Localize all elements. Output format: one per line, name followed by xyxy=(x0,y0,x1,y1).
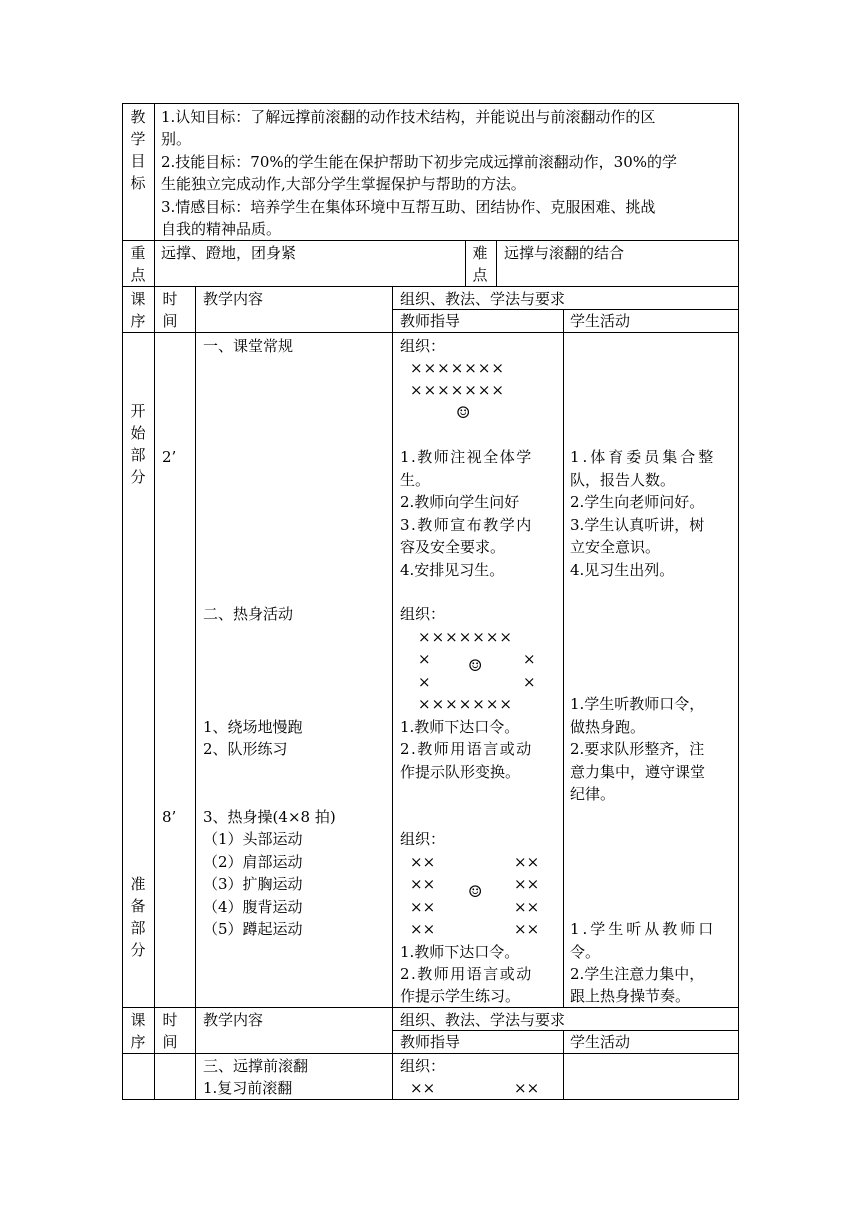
warmup-item-2: 2、队形练习 xyxy=(203,740,288,758)
exercise-title: 3、热身操(4×8 拍) xyxy=(203,808,336,826)
exercise-pair-left-2: ×× xyxy=(410,875,436,893)
teacher-smiley-icon: ☺ xyxy=(456,403,471,422)
exercise-student-1: 1.学生听从教师口 xyxy=(570,920,717,938)
exercise-pair-right-4: ×× xyxy=(514,920,540,938)
objective-line-3: 2.技能目标：70%的学生能在保护帮助下初步完成远撑前滚翻动作，30%的学 xyxy=(161,153,677,171)
row-divider xyxy=(122,1007,739,1008)
col-divider xyxy=(392,286,393,1100)
start-teacher-6: 4.安排见习生。 xyxy=(400,561,505,579)
col-divider xyxy=(154,286,155,1100)
start-teacher-3: 2.教师向学生问好 xyxy=(400,493,520,511)
exercise-item-1: （1）头部运动 xyxy=(203,830,303,848)
row-divider xyxy=(122,1053,739,1054)
exercise-student-3: 2.学生注意力集中， xyxy=(570,965,705,983)
start-teacher-4: 3.教师宣布教学内 xyxy=(400,516,533,534)
difficulty-label: 难点 xyxy=(472,244,488,284)
header-method: 组织、教法、学法与要求 xyxy=(400,290,566,308)
col-divider xyxy=(563,1030,564,1100)
warmup-formation-left-1: × xyxy=(418,650,431,668)
header-time: 时间 xyxy=(162,290,178,330)
difficulty-value: 远撑与滚翻的结合 xyxy=(504,244,625,262)
row-divider xyxy=(122,286,739,287)
exercise-item-5: （5）蹲起运动 xyxy=(203,920,303,938)
col-divider xyxy=(496,240,497,286)
objective-line-5: 3.情感目标：培养学生在集体环境中互帮互助、团结协作、克服困难、挑战 xyxy=(161,198,656,216)
col-divider xyxy=(154,103,155,286)
col-divider xyxy=(195,286,196,1100)
col-divider xyxy=(465,240,466,286)
exercise-student-2: 令。 xyxy=(570,943,601,961)
warmup-formation-left-2: × xyxy=(418,673,431,691)
warmup-item-1: 1、绕场地慢跑 xyxy=(203,718,303,736)
start-student-6: 4.见习生出列。 xyxy=(570,561,675,579)
header-student-2: 学生活动 xyxy=(570,1033,631,1051)
exercise-pair-left-1: ×× xyxy=(410,853,436,871)
start-formation-row-1: ××××××× xyxy=(410,359,505,377)
start-student-5: 立安全意识。 xyxy=(570,538,661,556)
warmup-student-4: 意力集中，遵守课堂 xyxy=(570,763,706,781)
start-teacher-5: 容及安全要求。 xyxy=(400,538,506,556)
main-title: 三、远撑前滚翻 xyxy=(203,1057,309,1075)
exercise-pair-left-4: ×× xyxy=(410,920,436,938)
objective-line-6: 自我的精神品质。 xyxy=(161,220,282,238)
objectives-label: 教学目标 xyxy=(130,108,146,192)
main-org-label: 组织： xyxy=(400,1057,446,1075)
warmup-formation-right-1: × xyxy=(523,650,536,668)
warmup-student-2: 做热身跑。 xyxy=(570,718,646,736)
exercise-item-2: （2）肩部运动 xyxy=(203,853,303,871)
warmup-org-label: 组织： xyxy=(400,605,446,623)
start-student-1: 1.体育委员集合整 xyxy=(570,448,717,466)
start-org-label: 组织： xyxy=(400,337,446,355)
teacher-smiley-icon: ☺ xyxy=(468,656,483,675)
header-teacher: 教师指导 xyxy=(400,312,461,330)
exercise-pair-right-2: ×× xyxy=(514,875,540,893)
exercise-pair-right-1: ×× xyxy=(514,853,540,871)
exercise-item-3: （3）扩胸运动 xyxy=(203,875,303,893)
start-time: 2’ xyxy=(162,448,177,466)
header-time-2: 时间 xyxy=(162,1011,178,1051)
main-pair-right: ×× xyxy=(514,1079,540,1097)
table-border-top xyxy=(122,103,739,104)
start-formation-row-2: ××××××× xyxy=(410,381,505,399)
exercise-teacher-2: 2.教师用语言或动 xyxy=(400,965,533,983)
row-divider xyxy=(122,240,739,241)
start-teacher-2: 生。 xyxy=(400,471,431,489)
start-section-label: 开始部分 xyxy=(130,402,146,486)
warmup-teacher-2: 2.教师用语言或动 xyxy=(400,740,533,758)
objective-line-4: 生能独立完成动作,大部分学生掌握保护与帮助的方法。 xyxy=(161,175,526,193)
header-method-2: 组织、教法、学法与要求 xyxy=(400,1011,566,1029)
warmup-time: 8’ xyxy=(162,808,177,826)
main-item-1: 1.复习前滚翻 xyxy=(203,1079,293,1097)
exercise-teacher-1: 1.教师下达口令。 xyxy=(400,943,520,961)
exercise-pair-right-3: ×× xyxy=(514,898,540,916)
warmup-student-3: 2.要求队形整齐，注 xyxy=(570,740,705,758)
key-points-label: 重点 xyxy=(130,244,146,284)
start-student-3: 2.学生向老师问好。 xyxy=(570,493,705,511)
warmup-student-5: 纪律。 xyxy=(570,785,616,803)
objective-line-2: 别。 xyxy=(161,130,192,148)
exercise-teacher-3: 作提示学生练习。 xyxy=(400,987,521,1005)
start-student-2: 队，报告人数。 xyxy=(570,471,676,489)
exercise-student-4: 跟上热身操节奏。 xyxy=(570,987,691,1005)
header-order: 课序 xyxy=(130,290,146,330)
warmup-formation-right-2: × xyxy=(523,673,536,691)
header-content: 教学内容 xyxy=(203,290,264,308)
col-divider xyxy=(563,309,564,1007)
start-student-4: 3.学生认真听讲，树 xyxy=(570,516,705,534)
warmup-formation-top: ××××××× xyxy=(418,628,513,646)
objective-line-1: 1.认知目标：了解远撑前滚翻的动作技术结构，并能说出与前滚翻动作的区 xyxy=(161,108,656,126)
table-border-left xyxy=(122,103,123,1100)
warmup-section-label: 准备部分 xyxy=(130,875,146,959)
row-divider xyxy=(122,332,739,333)
main-pair-left: ×× xyxy=(410,1079,436,1097)
exercise-org-label: 组织： xyxy=(400,830,446,848)
start-teacher-1: 1.教师注视全体学 xyxy=(400,448,533,466)
warmup-teacher-1: 1.教师下达口令。 xyxy=(400,718,520,736)
warmup-student-1: 1.学生听教师口令， xyxy=(570,695,705,713)
header-order-2: 课序 xyxy=(130,1011,146,1051)
warmup-teacher-3: 作提示队形变换。 xyxy=(400,763,521,781)
table-border-bottom xyxy=(122,1099,739,1100)
warmup-title: 二、热身活动 xyxy=(203,605,294,623)
header-teacher-2: 教师指导 xyxy=(400,1033,461,1051)
start-content: 一、课堂常规 xyxy=(203,337,294,355)
table-border-right xyxy=(738,103,739,1100)
header-content-2: 教学内容 xyxy=(203,1011,264,1029)
key-points-value: 远撑、蹬地，团身紧 xyxy=(161,244,297,262)
header-student: 学生活动 xyxy=(570,312,631,330)
exercise-item-4: （4）腹背运动 xyxy=(203,898,303,916)
warmup-formation-bottom: ××××××× xyxy=(418,695,513,713)
teacher-smiley-icon: ☺ xyxy=(468,882,483,901)
exercise-pair-left-3: ×× xyxy=(410,898,436,916)
